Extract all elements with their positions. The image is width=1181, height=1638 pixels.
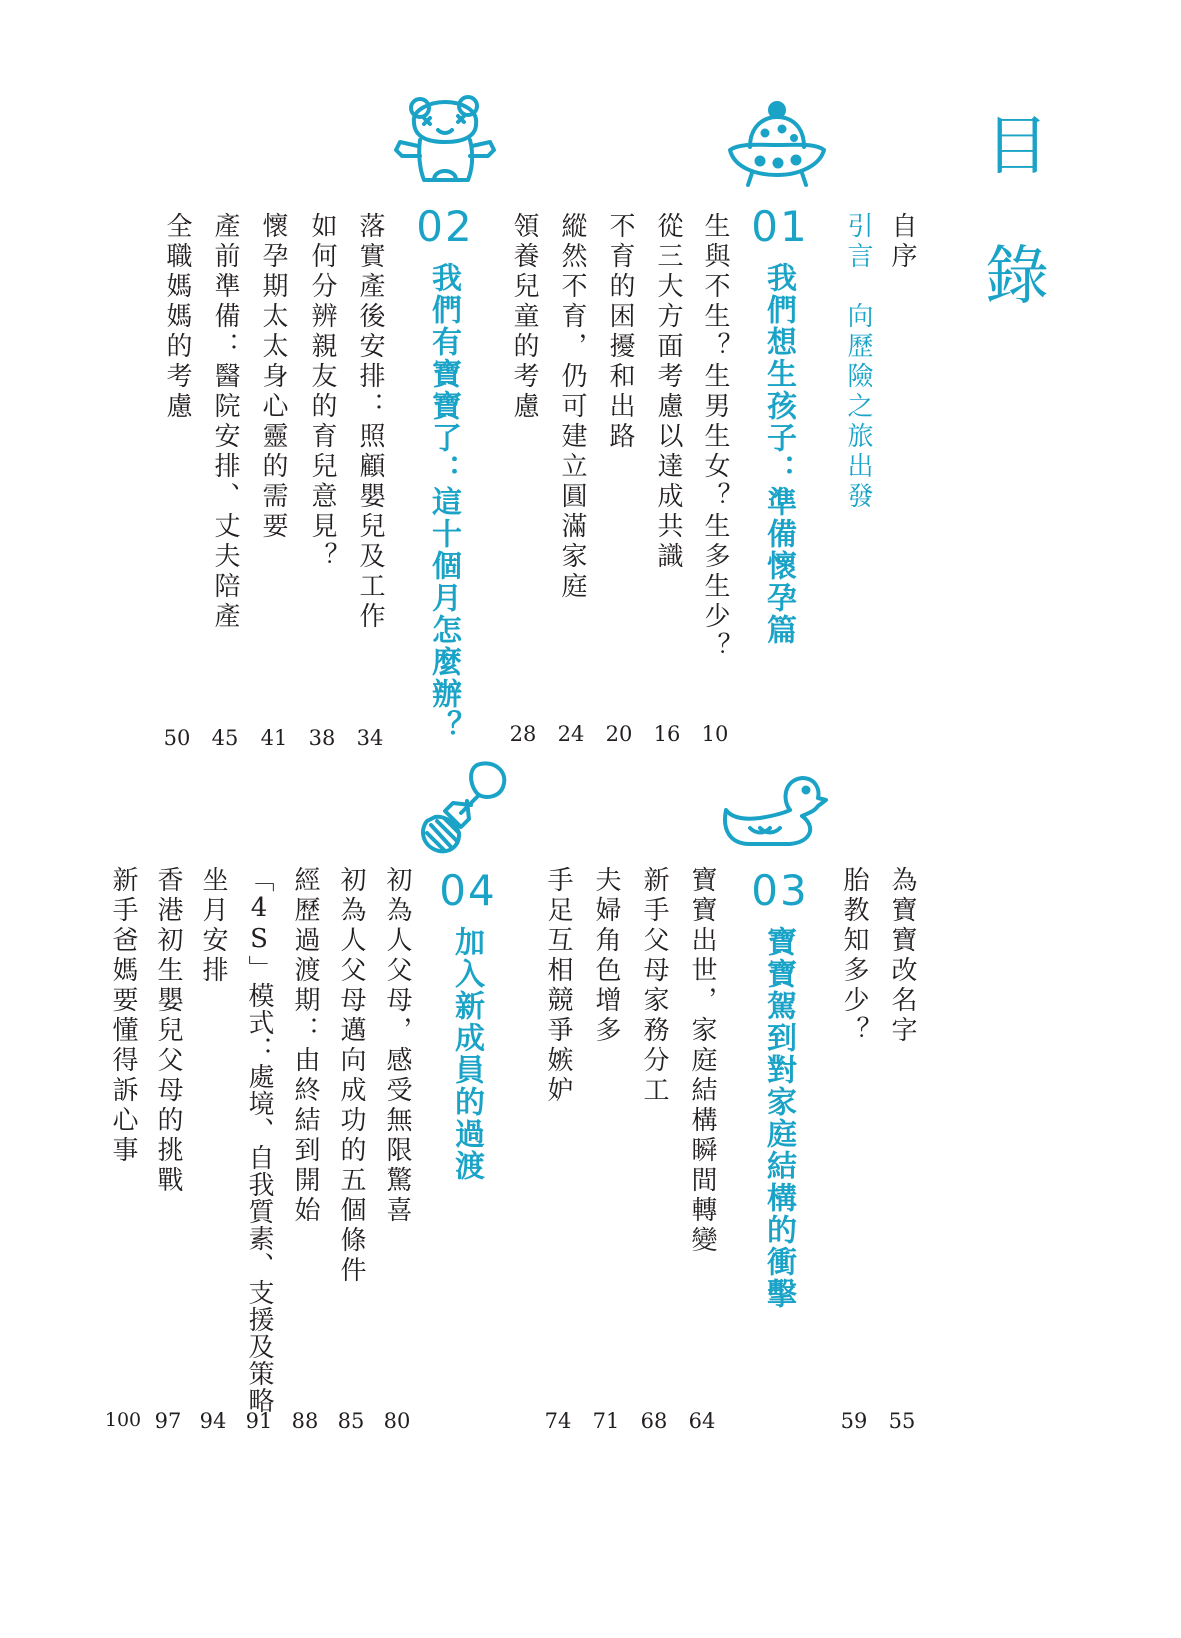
- chapter-02-entry-5: 全職媽媽的考慮: [162, 212, 192, 422]
- chapter-04-entry-5: 坐月安排: [198, 866, 228, 986]
- page-title-char-2: 錄: [985, 240, 1049, 314]
- chapter-03-page-2: 68: [640, 1409, 668, 1433]
- chapter-04-entry-3: 經歷過渡期：由終結到開始: [290, 866, 320, 1226]
- chapter-03-entry-2: 新手父母家務分工: [639, 866, 669, 1106]
- chapter-04-page-4: 91: [245, 1409, 273, 1433]
- chapter-02-entry-2: 如何分辨親友的育兒意見？: [307, 212, 337, 572]
- chapter-02-entry-3: 懷孕期太太身心靈的需要: [258, 212, 288, 542]
- chapter-01-page-4: 24: [557, 722, 585, 746]
- chapter-03-pre-entry-2: 胎教知多少？: [839, 866, 869, 1046]
- chapter-04-page-1: 80: [383, 1409, 411, 1433]
- preface-title: 自序: [887, 212, 917, 272]
- chapter-04-page-5: 94: [199, 1409, 227, 1433]
- chapter-04-page-2: 85: [337, 1409, 365, 1433]
- chapter-02-page-5: 50: [163, 726, 191, 750]
- chapter-01-page-5: 28: [509, 722, 537, 746]
- chapter-01-entry-1: 生與不生？生男生女？生多生少？: [700, 212, 730, 662]
- chapter-04-entry-2: 初為人父母邁向成功的五個條件: [336, 866, 366, 1286]
- chapter-01-entry-3: 不育的困擾和出路: [605, 212, 635, 452]
- chapter-02-page-1: 34: [356, 726, 384, 750]
- chapter-02-entry-1: 落實產後安排：照顧嬰兒及工作: [355, 212, 385, 632]
- chapter-02-page-4: 45: [211, 726, 239, 750]
- chapter-01-page-3: 20: [605, 722, 633, 746]
- chapter-02-page-2: 38: [308, 726, 336, 750]
- duck-icon: [720, 770, 830, 850]
- introduction-title: 引言 向歷險之旅出發: [843, 212, 873, 512]
- stamp-icon: [415, 755, 515, 855]
- chapter-04-number: 04: [439, 866, 497, 915]
- chapter-03-page-4: 74: [544, 1409, 572, 1433]
- chapter-01-entry-5: 領養兒童的考慮: [509, 212, 539, 422]
- chapter-02-entry-4: 產前準備：醫院安排、丈夫陪產: [210, 212, 240, 632]
- page-title-char-1: 目: [985, 110, 1049, 184]
- chapter-03-title: 寶寶駕到對家庭結構的衝擊: [761, 926, 796, 1310]
- chapter-01-number: 01: [751, 202, 809, 251]
- chapter-01-entry-2: 從三大方面考慮以達成共識: [653, 212, 683, 572]
- chapter-01-entry-4: 縱然不育，仍可建立圓滿家庭: [557, 212, 587, 602]
- chapter-03-entry-1: 寶寶出世，家庭結構瞬間轉變: [687, 866, 717, 1256]
- ufo-icon: [720, 95, 830, 195]
- chapter-03-pre-page-2: 59: [840, 1409, 868, 1433]
- chapter-03-pre-page-1: 55: [888, 1409, 916, 1433]
- chapter-04-title: 加入新成員的過渡: [449, 926, 484, 1182]
- chapter-02-page-3: 41: [260, 726, 288, 750]
- chapter-03-page-3: 71: [592, 1409, 620, 1433]
- chapter-03-number: 03: [751, 866, 809, 915]
- chapter-01-title: 我們想生孩子：準備懷孕篇: [761, 262, 796, 646]
- chapter-01-page-2: 16: [653, 722, 681, 746]
- chapter-03-entry-4: 手足互相競爭嫉妒: [543, 866, 573, 1106]
- chapter-03-page-1: 64: [688, 1409, 716, 1433]
- chapter-04-page-7: 100: [104, 1409, 142, 1431]
- chapter-04-entry-6: 香港初生嬰兒父母的挑戰: [153, 866, 183, 1196]
- chapter-01-page-1: 10: [701, 722, 729, 746]
- chapter-02-number: 02: [416, 202, 474, 251]
- chapter-03-pre-entry-1: 為寶寶改名字: [887, 866, 917, 1046]
- chapter-03-entry-3: 夫婦角色增多: [591, 866, 621, 1046]
- chapter-04-page-3: 88: [291, 1409, 319, 1433]
- chapter-04-page-6: 97: [154, 1409, 182, 1433]
- chapter-04-entry-4: 「4S」模式：處境、自我質素、支援及策略: [244, 866, 274, 1414]
- chapter-04-entry-7: 新手爸媽要懂得訴心事: [108, 866, 138, 1166]
- chapter-04-entry-1: 初為人父母，感受無限驚喜: [382, 866, 412, 1226]
- chapter-02-title: 我們有寶寶了：這十個月怎麼辦？: [426, 262, 461, 742]
- bear-icon: [390, 90, 500, 190]
